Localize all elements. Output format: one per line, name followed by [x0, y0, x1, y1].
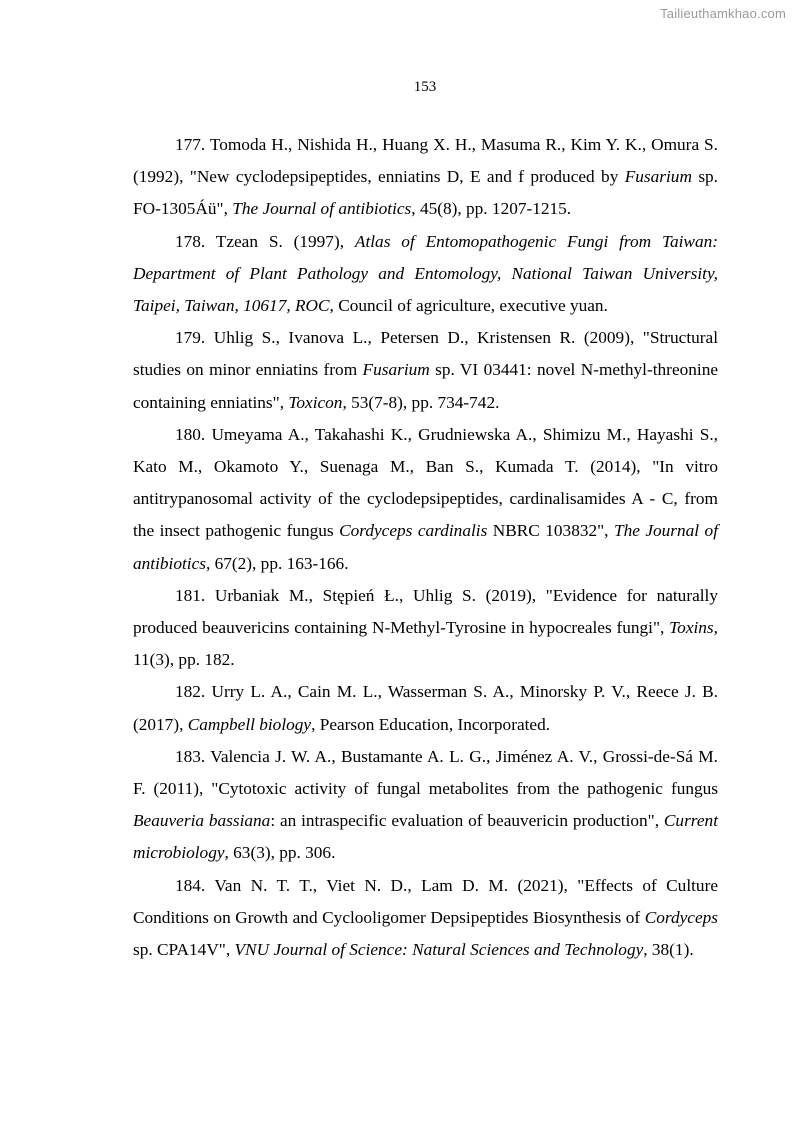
reference-text: , 67(2), pp. 163-166.	[205, 553, 349, 573]
reference-italic-text: Toxicon	[288, 392, 343, 412]
reference-text: , Council of agriculture, executive yuan.	[329, 296, 608, 316]
reference-text: 180. Umeyama A., Takahashi K., Grudniewska A., Shimizu M., Hayashi S., Kato M., Okamoto Y., Suenaga M., Ban S., Kumada T. (2014), "In vitro antitrypanosomal activity of the cyclodepsipeptides, cardinalisamides A - C, from the insect pathogenic fungus	[133, 424, 718, 541]
reference-italic-text: Toxins	[669, 618, 714, 638]
reference-italic-text: Beauveria bassiana	[133, 811, 271, 831]
reference-italic-text: Cordyceps cardinalis	[339, 521, 488, 541]
reference-italic-text: Fusarium	[624, 167, 692, 187]
reference-text: , 11(3), pp. 182.	[133, 618, 718, 670]
reference-text: sp. VI 03441: novel N-methyl-threonine containing enniatins",	[133, 360, 719, 412]
reference-entry	[133, 676, 718, 740]
reference-italic-text: Atlas of Entomopathogenic Fungi from Taiwan: Department of Plant Pathology and Entomology, National Taiwan University, Taipei, Taiwan, 10617, ROC	[133, 231, 718, 316]
reference-italic-text: VNU Journal of Science: Natural Sciences and Technology	[234, 940, 644, 960]
reference-entry	[133, 322, 718, 419]
reference-entry	[133, 741, 718, 870]
reference-text: 181. Urbaniak M., Stępień Ł., Uhlig S. (2019), "Evidence for naturally produced beauvericins containing N-Methyl-Tyrosine in hypocreales fungi",	[133, 585, 718, 638]
reference-italic-text: Current microbiology	[133, 811, 718, 863]
reference-text: 179. Uhlig S., Ivanova L., Petersen D., Kristensen R. (2009), "Structural studies on minor enniatins from	[133, 328, 718, 380]
page-number: 153	[413, 79, 437, 95]
reference-entry	[133, 419, 718, 580]
reference-text: : an intraspecific evaluation of beauvericin production",	[270, 811, 664, 831]
reference-italic-text: Campbell biology	[187, 714, 312, 734]
reference-text: sp. FO-1305Áü",	[133, 167, 719, 219]
reference-italic-text: Cordyceps	[644, 907, 718, 927]
reference-text: NBRC 103832",	[487, 521, 614, 541]
reference-italic-text: Fusarium	[362, 360, 430, 380]
reference-list	[133, 129, 718, 966]
reference-text: 177. Tomoda H., Nishida H., Huang X. H., Masuma R., Kim Y. K., Omura S. (1992), "New cyclodepsipeptides, enniatins D, E and f produced by	[133, 135, 718, 187]
reference-text: , 63(3), pp. 306.	[224, 843, 336, 863]
reference-text: 182. Urry L. A., Cain M. L., Wasserman S. A., Minorsky P. V., Reece J. B. (2017),	[133, 682, 718, 734]
reference-text: , 45(8), pp. 1207-1215.	[411, 199, 572, 219]
reference-text: 184. Van N. T. T., Viet N. D., Lam D. M. (2021), "Effects of Culture Conditions on Growth and Cyclooligomer Depsipeptides Biosynthesis of	[133, 875, 718, 927]
reference-text: , Pearson Education, Incorporated.	[311, 714, 551, 734]
reference-entry	[133, 129, 718, 226]
reference-text: , 38(1).	[643, 940, 694, 960]
reference-text: sp. CPA14V",	[133, 940, 235, 960]
reference-entry	[133, 580, 718, 677]
watermark-text: Tailieuthamkhao.com	[660, 6, 786, 21]
reference-italic-text: The Journal of antibiotics	[133, 521, 718, 573]
reference-text: 178. Tzean S. (1997),	[175, 231, 355, 251]
reference-entry	[133, 870, 718, 967]
reference-text: , 53(7-8), pp. 734-742.	[342, 392, 500, 412]
reference-italic-text: The Journal of antibiotics	[232, 199, 412, 219]
reference-text: 183. Valencia J. W. A., Bustamante A. L. G., Jiménez A. V., Grossi-de-Sá M. F. (2011), "Cytotoxic activity of fungal metabolites from the pathogenic fungus	[133, 746, 718, 799]
reference-entry	[133, 226, 718, 323]
